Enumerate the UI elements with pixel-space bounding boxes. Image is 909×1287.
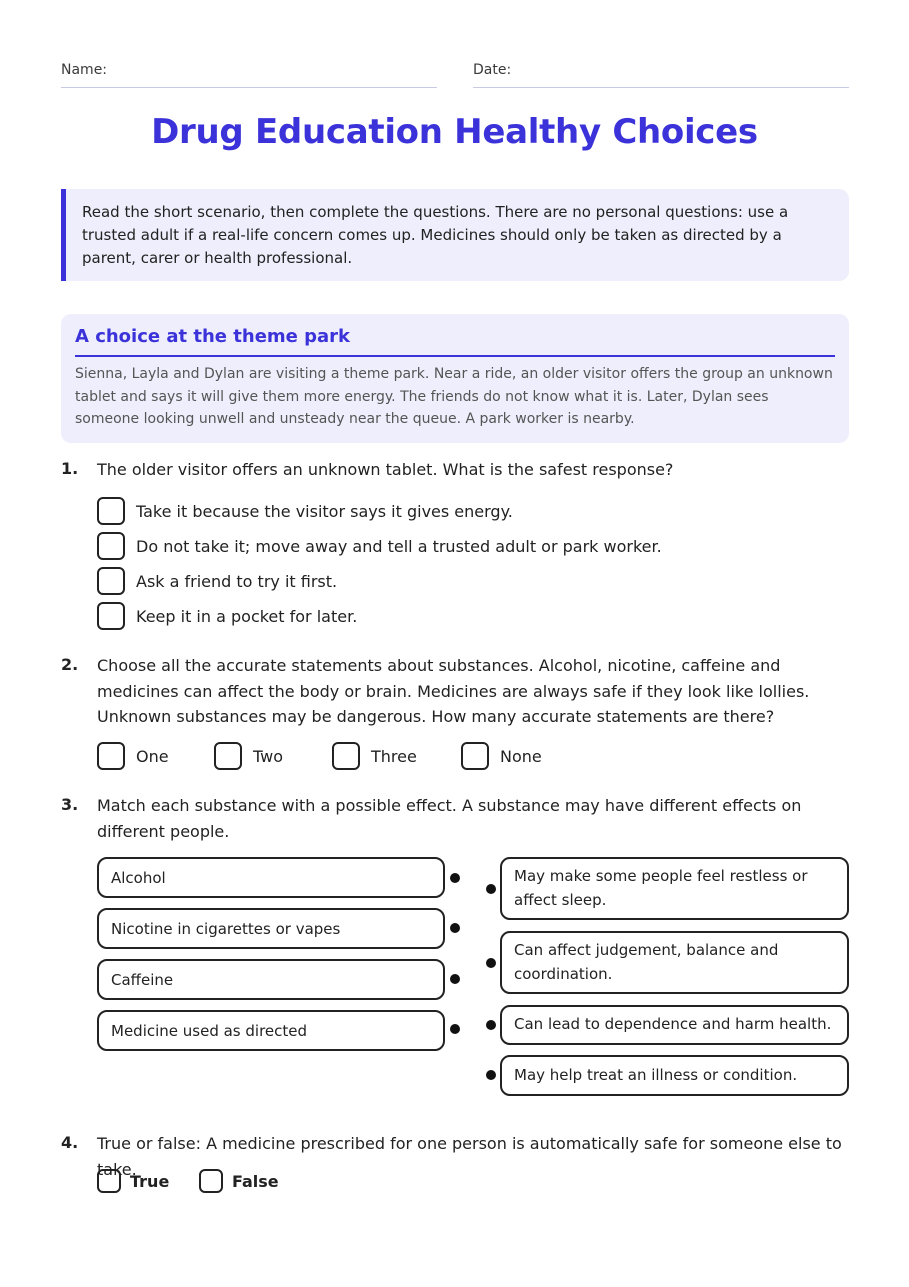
answer-option[interactable] [97, 497, 513, 525]
date-field[interactable] [473, 62, 849, 88]
intro-callout: Read the short scenario, then complete the questions. There are no personal questions: use a trusted adult if a real-life concern comes up. Medicines should only be taken as directed by a parent, carer or health professional. [61, 189, 849, 281]
question-text: The older visitor offers an unknown tablet. What is the safest response? [97, 460, 674, 479]
match-effect: May make some people feel restless or affect sleep. [500, 857, 849, 920]
name-field[interactable] [61, 62, 437, 88]
match-effect: May help treat an illness or condition. [500, 1055, 849, 1096]
match-effect: Can affect judgement, balance and coordination. [500, 931, 849, 994]
scenario-text: Sienna, Layla and Dylan are visiting a theme park. Near a ride, an older visitor offers the group an unknown tablet and says it will give them more energy. The friends do not know what it is. Later, Dylan sees someone looking unwell and unsteady near the queue. A park worker is nearby. [75, 366, 833, 427]
option-label: Take it because the visitor says it gives energy. [136, 501, 513, 521]
match-dot-left[interactable] [450, 923, 460, 933]
option-label: Keep it in a pocket for later. [136, 606, 358, 626]
match-dot-right[interactable] [486, 1020, 496, 1030]
answer-option[interactable] [97, 567, 337, 595]
checkbox[interactable] [97, 742, 125, 770]
question-text: Choose all the accurate statements about substances. Alcohol, nicotine, caffeine and medicines can affect the body or brain. Medicines are always safe if they look like lollies. Unknown substances may be dangerous. How many accurate statements are there? [97, 656, 810, 726]
checkbox[interactable] [97, 602, 125, 630]
answer-option[interactable] [97, 742, 169, 770]
option-label: One [136, 746, 169, 766]
option-label: False [232, 1171, 279, 1191]
match-dot-left[interactable] [450, 873, 460, 883]
answer-option-false[interactable] [199, 1167, 279, 1195]
answer-option[interactable] [461, 742, 542, 770]
match-substance: Medicine used as directed [97, 1010, 445, 1051]
question-number: 4. [61, 1133, 79, 1152]
date-label: Date: [473, 62, 512, 78]
answer-option[interactable] [97, 532, 662, 560]
option-label: True [130, 1171, 170, 1191]
option-label: None [500, 746, 542, 766]
match-substance: Nicotine in cigarettes or vapes [97, 908, 445, 949]
checkbox[interactable] [199, 1169, 223, 1193]
answer-option[interactable] [97, 602, 357, 630]
match-effect: Can lead to dependence and harm health. [500, 1005, 849, 1045]
match-dot-right[interactable] [486, 1070, 496, 1080]
option-label: Two [253, 746, 283, 766]
question-number: 3. [61, 795, 79, 814]
scenario-box [61, 314, 849, 443]
checkbox[interactable] [97, 567, 125, 595]
name-label: Name: [61, 62, 108, 78]
page-title: Drug Education Healthy Choices [151, 112, 758, 152]
checkbox[interactable] [97, 532, 125, 560]
answer-option[interactable] [214, 742, 283, 770]
option-label: Ask a friend to try it first. [136, 571, 338, 591]
match-substance: Alcohol [97, 857, 445, 898]
scenario-title: A choice at the theme park [75, 326, 835, 357]
header-fields [61, 62, 849, 88]
match-dot-left[interactable] [450, 1024, 460, 1034]
question-number: 1. [61, 459, 79, 478]
match-dot-left[interactable] [450, 974, 460, 984]
match-substance: Caffeine [97, 959, 445, 1000]
checkbox[interactable] [97, 497, 125, 525]
question-number: 2. [61, 655, 79, 674]
match-dot-right[interactable] [486, 958, 496, 968]
checkbox[interactable] [97, 1169, 121, 1193]
checkbox[interactable] [214, 742, 242, 770]
question-text: Match each substance with a possible effect. A substance may have different effects on different people. [97, 796, 802, 841]
checkbox[interactable] [461, 742, 489, 770]
option-label: Three [371, 746, 417, 766]
answer-option[interactable] [332, 742, 417, 770]
option-label: Do not take it; move away and tell a trusted adult or park worker. [136, 536, 662, 556]
question-text: True or false: A medicine prescribed for one person is automatically safe for someone else to take. [97, 1134, 842, 1179]
checkbox[interactable] [332, 742, 360, 770]
match-dot-right[interactable] [486, 884, 496, 894]
answer-option-true[interactable] [97, 1167, 169, 1195]
